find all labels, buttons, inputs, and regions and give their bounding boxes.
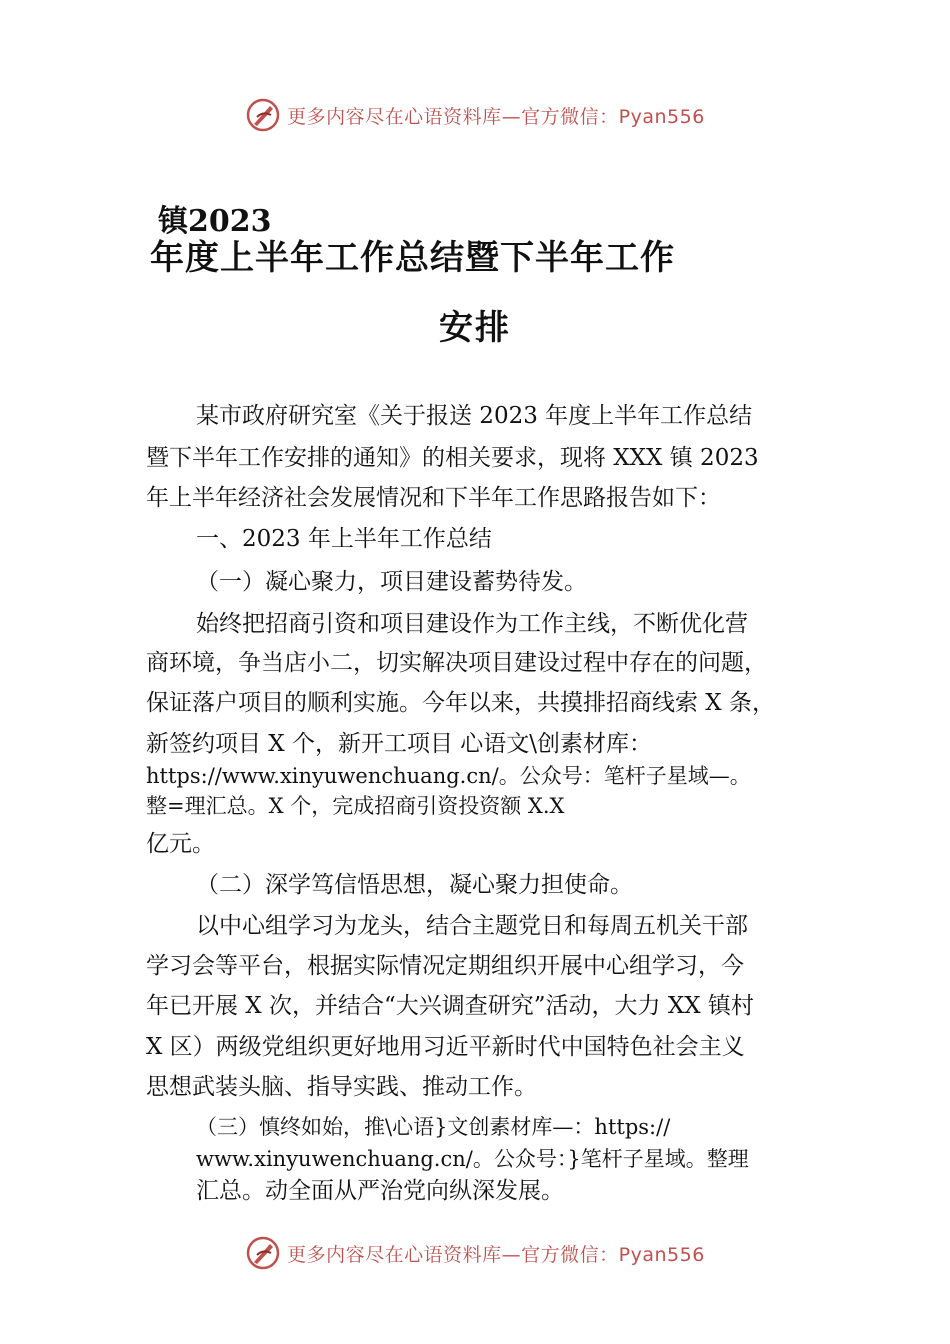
body-line: 年已开展 X 次，并结合“大兴调查研究”活动，大力 XX 镇村 xyxy=(146,993,754,1019)
body-line: 商环境，争当店小二，切实解决项目建设过程中存在的问题， xyxy=(146,650,767,676)
body-line: 某市政府研究室《关于报送 2023 年度上半年工作总结 xyxy=(196,403,753,429)
subsection-heading: （二）深学笃信悟思想，凝心聚力担使命。 xyxy=(196,872,633,898)
body-line: 新签约项目 X 个，新开工项目 心语文\创素材库： xyxy=(146,731,653,757)
body-line: 亿元。 xyxy=(146,831,215,857)
body-line: 年上半年经济社会发展情况和下半年工作思路报告如下： xyxy=(146,485,721,511)
subsection-heading: （一）凝心聚力，项目建设蓄势待发。 xyxy=(196,569,587,595)
pen-logo-icon xyxy=(245,1235,281,1271)
title-prefix: 镇2023 xyxy=(158,204,272,239)
subsection-heading: （三）慎终如始，推\心语}文创素材库—：https:// xyxy=(196,1115,671,1139)
watermark-text: 更多内容尽在心语资料库—官方微信：Pyan556 xyxy=(287,1243,705,1266)
body-line: www.xinyuwenchuang.cn/。公众号：}笔杆子星域。整理 xyxy=(196,1147,749,1171)
section-heading: 一、2023 年上半年工作总结 xyxy=(196,526,492,552)
title-line-1: 年度上半年工作总结暨下半年工作 xyxy=(150,238,675,278)
body-line: 学习会等平台，根据实际情况定期组织开展中心组学习，今 xyxy=(146,953,744,979)
body-line: X 区）两级党组织更好地用习近平新时代中国特色社会主义 xyxy=(146,1034,745,1060)
body-line: 整=理汇总。X 个，完成招商引资投资额 X.X xyxy=(146,794,565,818)
body-line: 始终把招商引资和项目建设作为工作主线，不断优化营 xyxy=(196,611,748,637)
watermark-text: 更多内容尽在心语资料库—官方微信：Pyan556 xyxy=(287,105,705,128)
header-watermark xyxy=(0,95,950,135)
body-line: 以中心组学习为龙头，结合主题党日和每周五机关干部 xyxy=(196,913,748,939)
body-line: https://www.xinyuwenchuang.cn/。公众号：笔杆子星域—。 xyxy=(146,764,751,788)
body-line: 保证落户项目的顺利实施。今年以来，共摸排招商线索 X 条， xyxy=(146,690,775,716)
title-line-2: 安排 xyxy=(439,308,511,348)
body-line: 思想武装头脑、指导实践、推动工作。 xyxy=(146,1074,537,1100)
body-line: 暨下半年工作安排的通知》的相关要求，现将 XXX 镇 2023 xyxy=(146,445,759,471)
body-line: 汇总。动全面从严治党向纵深发展。 xyxy=(196,1178,564,1204)
pen-logo-icon xyxy=(245,97,281,133)
footer-watermark xyxy=(0,1233,950,1273)
